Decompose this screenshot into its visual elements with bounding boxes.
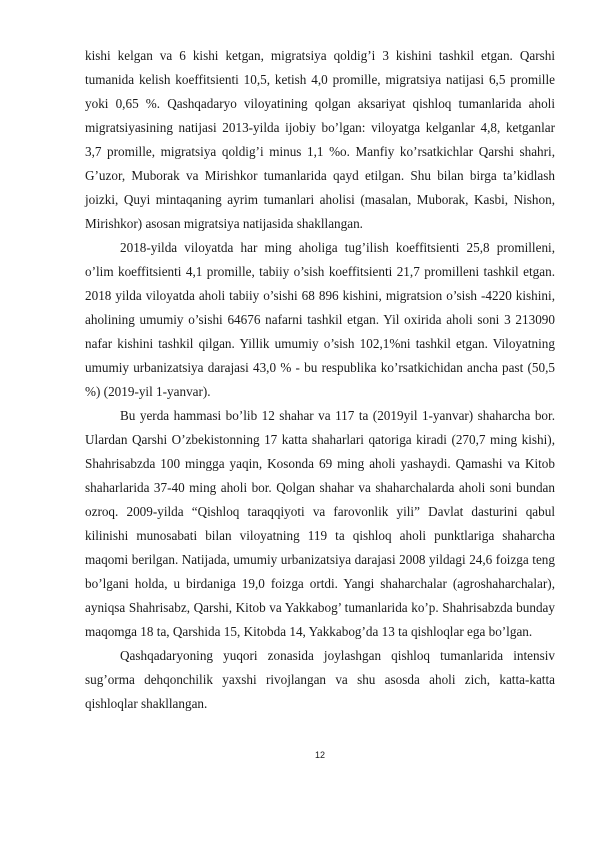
page-number: 12: [314, 750, 325, 760]
paragraph-1: kishi kelgan va 6 kishi ketgan, migratsiya qoldig’i 3 kishini tashkil etgan. Qarshi tumanida kelish koeffitsienti 10,5, ketish 4,0 promille, migratsiya natijasi 6,5 promille yoki 0,65 %. Qashqadaryo viloyatining qolgan aksariyat qishloq tumanlarida aholi migratsiyasining natijasi 2013-yilda ijobiy bo’lgan: viloyatga kelganlar 4,8, ketganlar 3,7 promille, migratsiya qoldig’i minus 1,1 %o. Manfiy ko’rsatkichlar Qarshi shahri, G’uzor, Muborak va Mirishkor tumanlarida qayd etilgan. Shu bilan birga ta’kidlash joizki, Quyi mintaqaning ayrim tumanlari aholisi (masalan, Muborak, Kasbi, Nishon, Mirishkor) asosan migratsiya natijasida shakllangan.: [85, 48, 555, 231]
body-text: [85, 44, 555, 716]
paragraph-4: Qashqadaryoning yuqori zonasida joylashgan qishloq tumanlarida intensiv sug’orma dehqonchilik yaxshi rivojlangan va shu asosda aholi zich, katta-katta qishloqlar shakllangan.: [85, 648, 555, 711]
paragraph-2: 2018-yilda viloyatda har ming aholiga tug’ilish koeffitsienti 25,8 promilleni, o’lim koeffitsienti 4,1 promille, tabiiy o’sish koeffitsienti 21,7 promilleni tashkil etgan. 2018 yilda viloyatda aholi tabiiy o’sishi 68 896 kishini, migratsion o’sish -4220 kishini, aholining umumiy o’sishi 64676 nafarni tashkil etgan. Yil oxirida aholi soni 3 213090 nafar kishini tashkil qilgan. Yillik umumiy o’sish 102,1%ni tashkil etgan. Viloyatning umumiy urbanizatsiya darajasi 43,0 % - bu respublika ko’rsatkichidan ancha past (50,5 %) (2019-yil 1-yanvar).: [85, 240, 555, 399]
paragraph-3: Bu yerda hammasi bo’lib 12 shahar va 117 ta (2019yil 1-yanvar) shaharcha bor. Ulardan Qarshi O’zbekistonning 17 katta shaharlari qatoriga kiradi (270,7 ming kishi), Shahrisabzda 100 mingga yaqin, Kosonda 69 ming aholi yashaydi. Qamashi va Kitob shaharlarida 37-40 ming aholi bor. Qolgan shahar va shaharchalarda aholi soni bundan ozroq. 2009-yilda “Qishloq taraqqiyoti va farovonlik yili” Davlat dasturini qabul kilinishi munosabati bilan viloyatning 119 ta qishloq aholi punktlariga shaharcha maqomi berilgan. Natijada, umumiy urbanizatsiya darajasi 2008 yildagi 24,6 foizga teng bo’lgani holda, u birdaniga 19,0 foizga ortdi. Yangi shaharchalar (agroshaharchalar), ayniqsa Shahrisabz, Qarshi, Kitob va Yakkabog’ tumanlarida ko’p. Shahrisabzda bunday maqomga 18 ta, Qarshida 15, Kitobda 14, Yakkabog’da 13 ta qishloqlar ega bo’lgan.: [85, 408, 555, 639]
